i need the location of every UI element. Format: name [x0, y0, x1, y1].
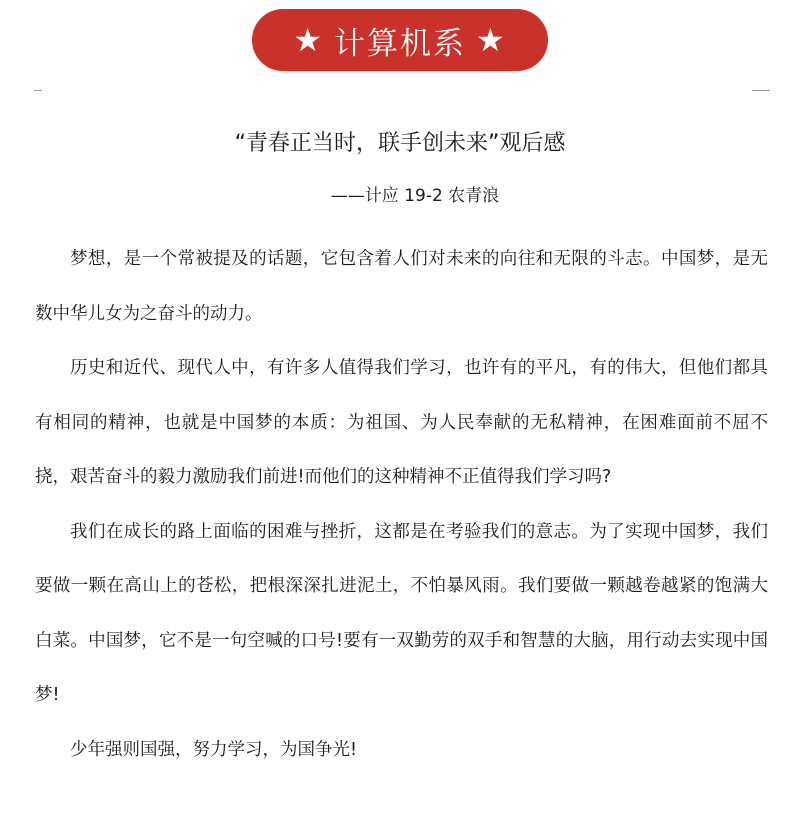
paragraph: 历史和近代、现代人中，有许多人值得我们学习，也许有的平凡，有的伟大，但他们都具有相同的精神，也就是中国梦的本质：为祖国、为人民奉献的无私精神，在困难面前不屈不挠，艰苦奋斗的毅力激励我们前进!而他们的这种精神不正值得我们学习吗?: [35, 358, 768, 487]
paragraph: 梦想，是一个常被提及的话题，它包含着人们对未来的向往和无限的斗志。中国梦，是无数中华儿女为之奋斗的动力。: [35, 249, 768, 324]
star-icon-right: ★: [476, 21, 507, 59]
paragraph: 我们在成长的路上面临的困难与挫折，这都是在考验我们的意志。为了实现中国梦，我们要做一颗在高山上的苍松，把根深深扎进泥土，不怕暴风雨。我们要做一颗越卷越紧的饱满大白菜。中国梦，它不是一句空喊的口号!要有一双勤劳的双手和智慧的大脑，用行动去实现中国梦!: [35, 521, 768, 705]
department-badge: [252, 9, 548, 71]
page-corner-mark-right: [752, 90, 770, 91]
paragraph: 少年强则国强，努力学习，为国争光!: [70, 739, 358, 760]
department-label: 计算机系: [334, 25, 466, 62]
page-corner-mark-left: [34, 90, 42, 91]
article-title: “青春正当时，联手创未来”观后感: [234, 131, 566, 156]
article-byline: ——计应 19-2 农青浪: [330, 186, 500, 206]
article-body: [35, 232, 768, 777]
star-icon-left: ★: [293, 21, 324, 59]
